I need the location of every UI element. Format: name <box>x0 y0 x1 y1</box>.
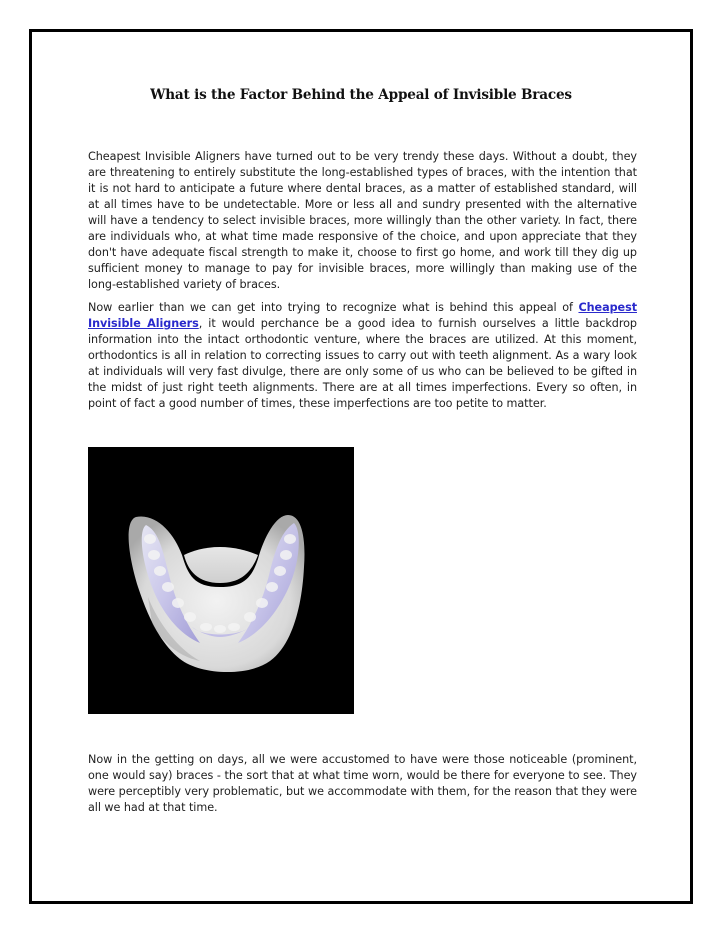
cheapest-invisible-aligners-link[interactable]: Cheapest Invisible Aligners <box>88 301 637 330</box>
page-frame <box>29 29 693 904</box>
paragraph-2 <box>88 300 637 412</box>
paragraph-1: Cheapest Invisible Aligners have turned out to be very trendy these days. Without a doubt, they are threatening to entirely substitute the long-established types of braces, with the intention that it is not hard to anticipate a future where dental braces, as a matter of established standard, will at all times have to be undetectable. More or less all and sundry presented with the alternative will have a tendency to select invisible braces, more willingly than the other variety. In fact, there are individuals who, at what time made responsive of the choice, and upon appreciate that they don't have adequate fiscal strength to make it, choose to first go home, and work till they dig up sufficient money to manage to pay for invisible braces, more willingly than making use of the long-established variety of braces. <box>88 150 637 291</box>
page-title: What is the Factor Behind the Appeal of Invisible Braces <box>150 87 572 103</box>
aligner-dental-model-photo <box>88 447 354 714</box>
paragraph-3: Now in the getting on days, all we were accustomed to have were those noticeable (prominent, one would say) braces - the sort that at what time worn, would be there for everyone to see. They were perceptibly very problematic, but we accommodate with them, for the reason that they were all we had at that time. <box>88 753 637 814</box>
paragraph-2-intro: Now earlier than we can get into trying to recognize what is behind this appeal of <box>88 301 579 314</box>
paragraph-2-rest: , it would perchance be a good idea to furnish ourselves a little backdrop information into the intact orthodontic venture, where the braces are utilized. At this moment, orthodontics is all in relation to correcting issues to carry out with teeth alignment. As a wary look at individuals will very fast divulge, there are only some of us who can be believed to be gifted in the midst of just right teeth alignments. There are at all times imperfections. Every so often, in point of fact a good number of times, these imperfections are too petite to matter. <box>88 317 637 410</box>
